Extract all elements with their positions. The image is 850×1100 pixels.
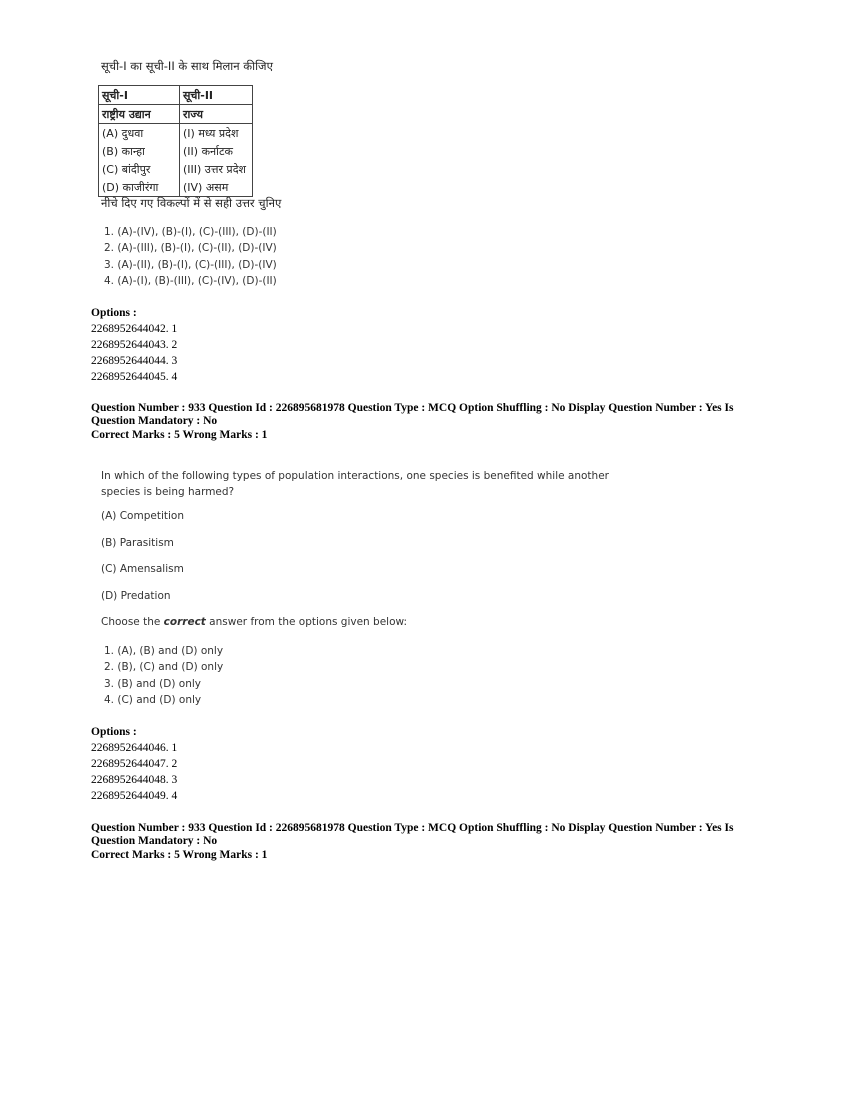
question-marks: Correct Marks : 5 Wrong Marks : 1 (91, 849, 268, 861)
statement-item: (A) Competition (101, 510, 184, 522)
table-cell: (C) बांदीपुर (99, 160, 180, 178)
choose-instruction: नीचे दिए गए विकल्पों में से सही उत्तर चुनिए (101, 196, 282, 210)
table-row (99, 142, 253, 160)
table-header-list-1: सूची-I (99, 86, 180, 105)
table-cell: (II) कर्नाटक (180, 142, 253, 160)
answer-item: 4. (A)-(I), (B)-(III), (C)-(IV), (D)-(II) (104, 274, 277, 287)
table-cell: (B) कान्हा (99, 142, 180, 160)
table-cell: (III) उत्तर प्रदेश (180, 160, 253, 178)
option-id: 2268952644044. 3 (91, 355, 178, 367)
answer-list (104, 224, 277, 289)
statement-item: (D) Predation (101, 590, 171, 602)
answer-item: 2. (B), (C) and (D) only (104, 661, 224, 674)
question-marks: Correct Marks : 5 Wrong Marks : 1 (91, 429, 268, 441)
answer-item: 3. (B) and (D) only (104, 677, 202, 690)
answer-item: 1. (A), (B) and (D) only (104, 645, 224, 657)
table-row (99, 178, 253, 197)
question-text: In which of the following types of population interactions, one species is benefited while another species is being harmed? (101, 470, 609, 498)
statement-item: (B) Parasitism (101, 537, 174, 549)
table-cell: (I) मध्य प्रदेश (180, 124, 253, 143)
question-instruction: सूची-I का सूची-II के साथ मिलान कीजिए (101, 59, 273, 73)
statement-item: (C) Amensalism (101, 563, 184, 575)
option-id: 2268952644043. 2 (91, 339, 178, 351)
question-meta: Question Number : 933 Question Id : 226895681978 Question Type : MCQ Option Shuffling : No Display Question Number : Yes Is Question Mandatory : No (91, 822, 734, 847)
options-block (91, 305, 177, 385)
answer-item: 3. (A)-(II), (B)-(I), (C)-(III), (D)-(IV) (104, 258, 277, 271)
table-cell: (IV) असम (180, 178, 253, 197)
table-row (99, 160, 253, 178)
table-subheader-national-park: राष्ट्रीय उद्यान (99, 105, 180, 124)
question-meta: Question Number : 933 Question Id : 226895681978 Question Type : MCQ Option Shuffling : No Display Question Number : Yes Is Question Mandatory : No (91, 402, 734, 427)
choose-text: answer from the options given below: (205, 616, 408, 628)
match-table (98, 85, 253, 197)
option-id: 2268952644047. 2 (91, 758, 178, 770)
table-row (99, 124, 253, 143)
option-id: 2268952644046. 1 (91, 742, 178, 754)
options-label: Options : (91, 307, 137, 319)
option-id: 2268952644045. 4 (91, 371, 178, 383)
option-id: 2268952644042. 1 (91, 323, 178, 335)
answer-item: 1. (A)-(IV), (B)-(I), (C)-(III), (D)-(II) (104, 226, 277, 238)
table-cell: (A) दुधवा (99, 124, 180, 143)
option-id: 2268952644049. 4 (91, 790, 178, 802)
answer-item: 4. (C) and (D) only (104, 693, 202, 706)
options-label: Options : (91, 726, 137, 738)
choose-instruction (101, 616, 407, 628)
options-block (91, 724, 177, 804)
table-header-list-2: सूची-II (180, 86, 253, 105)
answer-list (104, 643, 223, 708)
table-cell: (D) काजीरंगा (99, 178, 180, 197)
table-subheader-state: राज्य (180, 105, 253, 124)
option-id: 2268952644048. 3 (91, 774, 178, 786)
choose-text: Choose the (101, 616, 164, 628)
choose-emphasis: correct (163, 616, 206, 628)
answer-item: 2. (A)-(III), (B)-(I), (C)-(II), (D)-(IV) (104, 242, 277, 255)
